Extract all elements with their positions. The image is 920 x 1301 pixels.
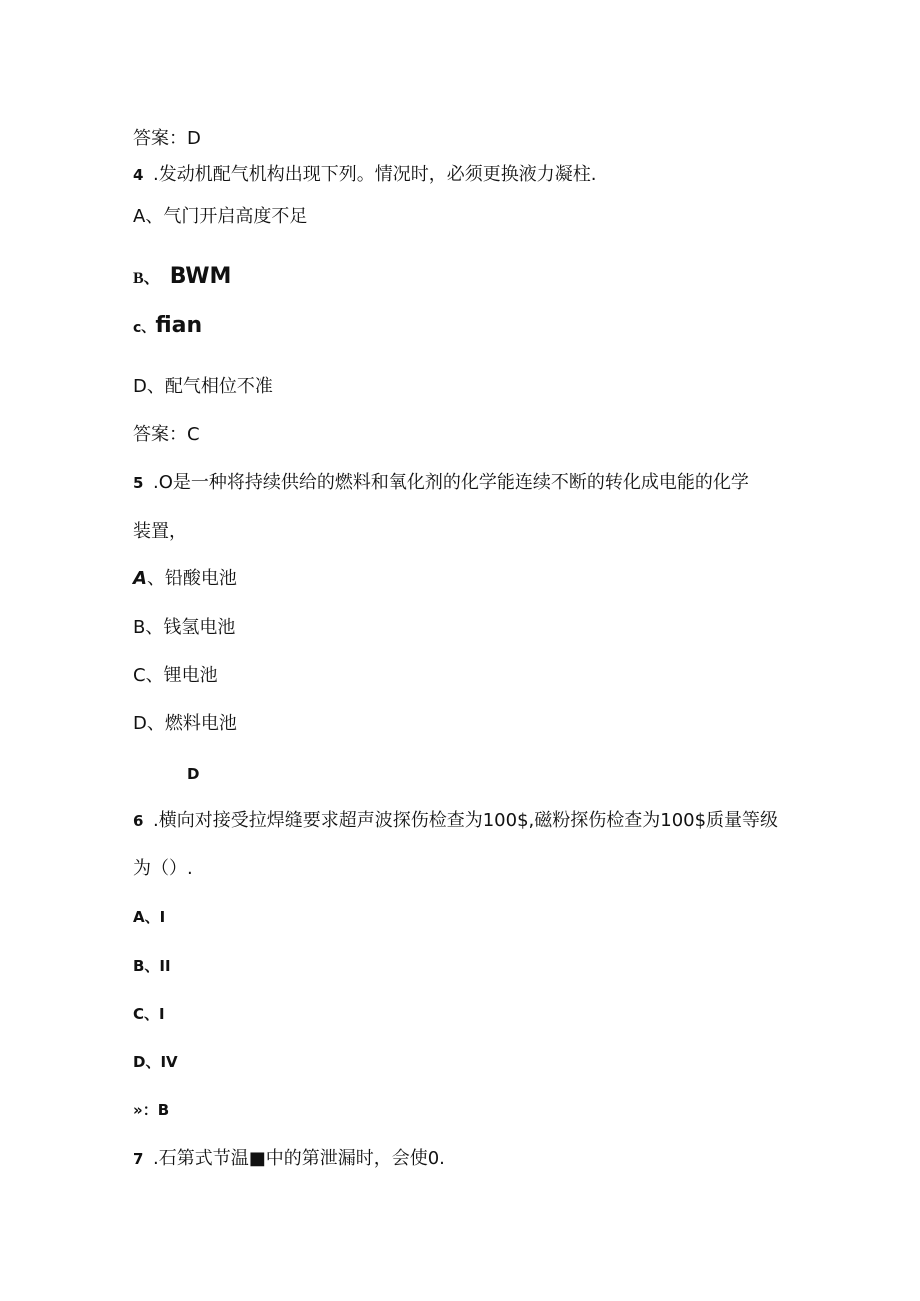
question-text: .O是一种将持续供给的燃料和氧化剂的化学能连续不断的转化成电能的化学	[153, 472, 749, 493]
question-text: .发动机配气机构出现下列。情况时，必须更换液力凝柱.	[153, 164, 597, 185]
option-b: B、钱氢电池	[133, 617, 236, 638]
answer-3: 答案：D	[133, 128, 201, 149]
option-text: 、铅酸电池	[146, 568, 237, 589]
option-text: BWM	[169, 264, 232, 289]
question-number: 4	[133, 166, 144, 184]
question-text: .横向对接受拉焊缝要求超声波探伤检查为100$,磁粉探伤检查为100$质量等级	[153, 810, 779, 831]
option-label: c、	[133, 320, 156, 336]
answer-6: »：B	[133, 1101, 170, 1119]
answer-5: D	[187, 765, 200, 783]
option-text: fian	[155, 313, 203, 338]
option-a	[133, 568, 237, 590]
option-label: A	[133, 568, 147, 589]
question-5-cont: 装置，	[133, 521, 187, 542]
option-a: A、I	[133, 908, 166, 926]
answer-4: 答案：C	[133, 424, 200, 445]
question-7	[133, 1148, 445, 1170]
option-b	[133, 266, 231, 290]
option-label: B、	[133, 270, 160, 287]
question-5	[133, 472, 749, 494]
question-4	[133, 164, 596, 186]
option-d: D、IV	[133, 1053, 178, 1071]
option-c: C、I	[133, 1005, 165, 1023]
option-d: D、配气相位不准	[133, 376, 273, 397]
option-a: A、气门开启高度不足	[133, 206, 308, 227]
question-number: 5	[133, 474, 144, 492]
question-number: 7	[133, 1150, 144, 1168]
option-d: D、燃料电池	[133, 713, 237, 734]
question-6-cont: 为（）.	[133, 858, 193, 879]
question-text: .石第式节温■中的第泄漏时，会使0.	[153, 1148, 445, 1169]
question-number: 6	[133, 812, 144, 830]
option-c: C、锂电池	[133, 665, 218, 686]
option-b: B、II	[133, 957, 171, 975]
option-c	[133, 315, 202, 339]
question-6	[133, 810, 778, 832]
